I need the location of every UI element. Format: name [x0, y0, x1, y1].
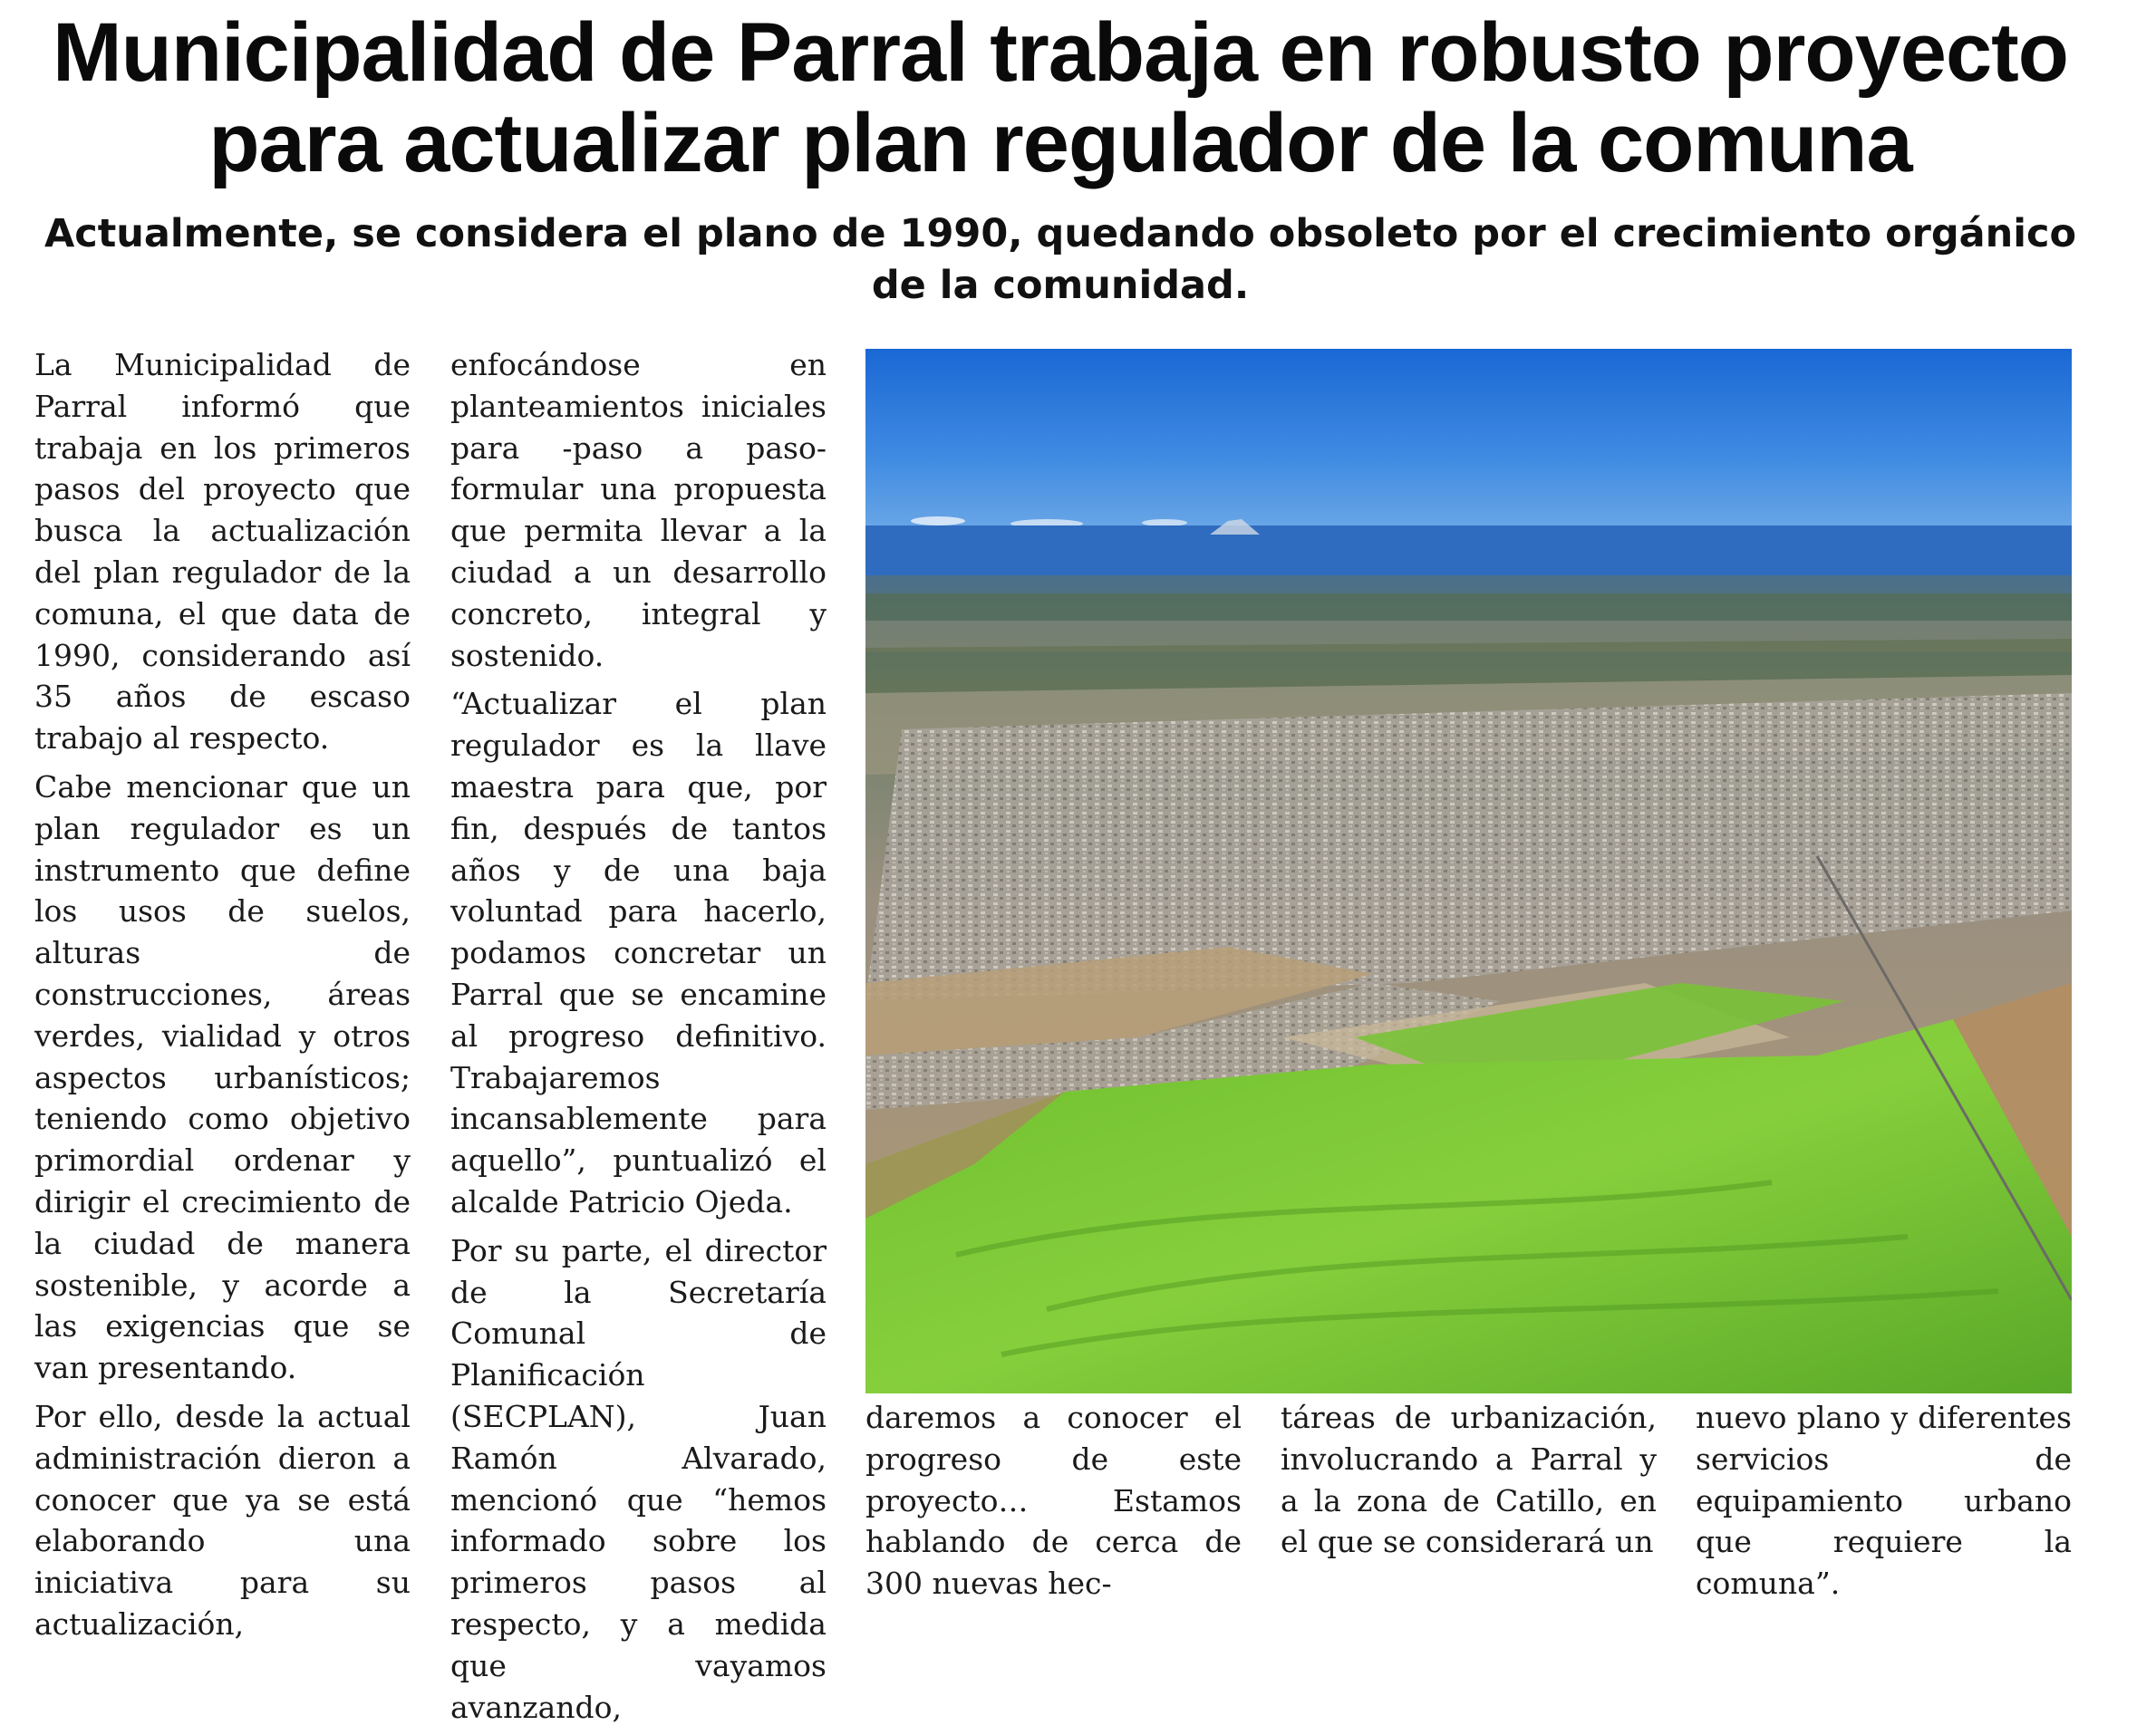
aerial-photo	[865, 349, 2072, 1393]
article-column-4	[1281, 1397, 1657, 1570]
paragraph: La Municipalidad de Parral informó que trabaja en los primeros pasos del proyecto que busca la actualización del plan regulador de la comuna, el que data de 1990, considerando así 35 años de escaso trabajo al respecto.	[34, 347, 411, 757]
article-column-2	[450, 344, 827, 1735]
headline: Municipalidad de Parral trabaja en robusto proyecto para actualizar plan regulador de la comuna	[53, 6, 2068, 189]
paragraph: Por su parte, el director de la Secretaría Comunal de Planificación (SECPLAN), Juan Ramón Alvarado, mencionó que “hemos informado sobre los primeros pasos al respecto, y a medida que vayamos avanzando,	[450, 1232, 827, 1725]
paragraph: táreas de urbanización, involucrando a Parral y a la zona de Catillo, en el que se considerará un	[1281, 1400, 1657, 1560]
paragraph: “Actualizar el plan regulador es la llave maestra para que, por fin, después de tantos años y de una baja voluntad para hacerlo, podamos concretar un Parral que se encamine al progreso definitivo. Trabajaremos incansablemente para aquello”, puntualizó el alcalde Patricio Ojeda.	[450, 686, 827, 1219]
subheadline: Actualmente, se considera el plano de 1990, quedando obsoleto por el crecimiento orgánico de la comunidad.	[44, 211, 2077, 308]
paragraph: enfocándose en planteamientos iniciales para -paso a paso- formular una propuesta que permita llevar a la ciudad a un desarrollo concreto, integral y sostenido.	[450, 347, 827, 673]
mountain-range	[865, 525, 2072, 580]
sky	[865, 349, 2072, 530]
paragraph: daremos a conocer el progreso de este proyecto… Estamos hablando de cerca de 300 nuevas hec-	[865, 1400, 1242, 1602]
article-column-1	[34, 344, 411, 1653]
article-column-3	[865, 1397, 1242, 1612]
paragraph: nuevo plano y diferentes servicios de equipamiento urbano que requiere la comuna”.	[1696, 1400, 2072, 1602]
article-column-5	[1696, 1397, 2072, 1612]
paragraph: Cabe mencionar que un plan regulador es un instrumento que define los usos de suelos, alturas de construcciones, áreas verdes, vialidad y otros aspectos urbanísticos; teniendo como objetivo primordial ordenar y dirigir el crecimiento de la ciudad de manera sostenible, y acorde a las exigencias que se van presentando.	[34, 768, 411, 1386]
paragraph: Por ello, desde la actual administración dieron a conocer que ya se está elaborando una iniciativa para su actualización,	[34, 1398, 411, 1642]
